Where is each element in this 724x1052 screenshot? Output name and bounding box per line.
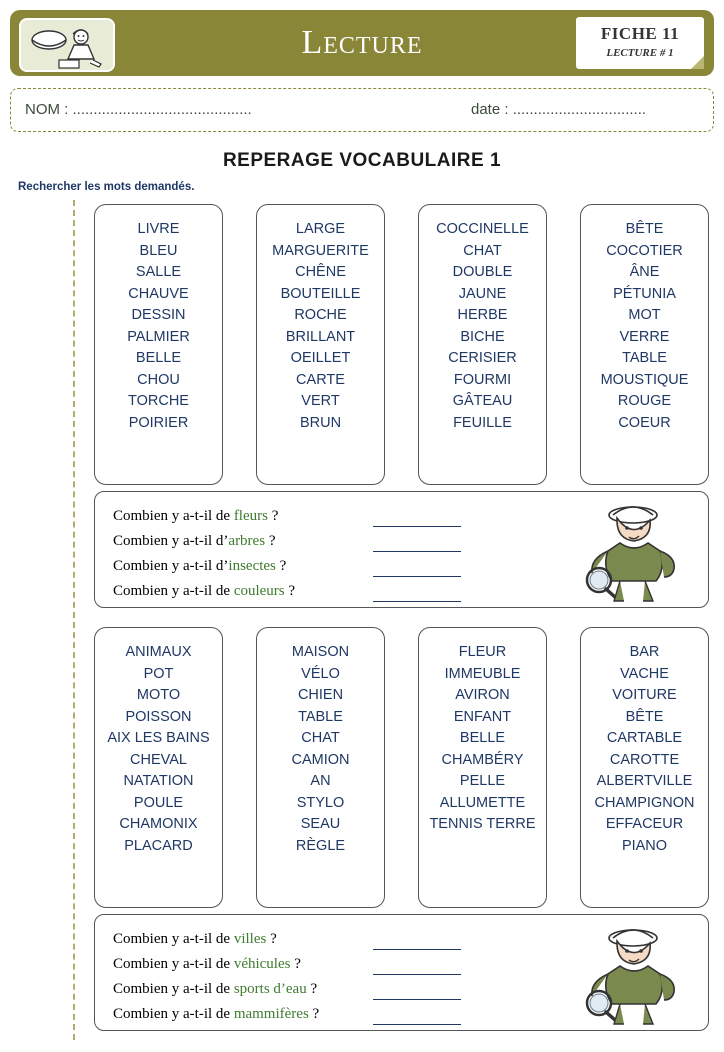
name-field-label[interactable]: NOM : ........................................... — [25, 101, 252, 118]
worksheet-title: REPERAGE VOCABULAIRE 1 — [222, 150, 502, 171]
word-item: VERT — [301, 393, 340, 409]
word-item: TORCHE — [128, 393, 189, 409]
word-item: VOITURE — [612, 687, 677, 703]
word-item: MAISON — [291, 644, 350, 660]
question-keyword: arbres — [228, 533, 266, 549]
word-box — [418, 627, 547, 908]
question-suffix: ? — [267, 508, 279, 524]
word-item: HERBE — [457, 307, 508, 323]
word-item: MARGUERITE — [272, 242, 369, 259]
word-item: PÉTUNIA — [613, 285, 676, 302]
word-item: FLEUR — [458, 644, 507, 660]
question-suffix: ? — [308, 1006, 320, 1022]
word-item: JAUNE — [458, 285, 507, 302]
word-item: CHAUVE — [128, 285, 189, 302]
answer-blank[interactable] — [373, 525, 461, 527]
word-item: MOTO — [136, 687, 181, 703]
word-item: CHAT — [463, 242, 502, 259]
worksheet-instruction: Rechercher les mots demandés. — [18, 181, 195, 193]
question-line — [113, 931, 277, 948]
word-item: MOUSTIQUE — [600, 371, 689, 388]
date-field-label[interactable]: date : ................................ — [471, 101, 647, 118]
word-item: POULE — [133, 794, 184, 811]
fiche-subtitle: LECTURE # 1 — [606, 47, 674, 59]
word-item: CHÊNE — [295, 264, 346, 280]
word-item: RÈGLE — [295, 837, 346, 854]
word-item: BELLE — [459, 730, 506, 746]
word-item: CHAMPIGNON — [594, 794, 695, 811]
word-item: ANIMAUX — [125, 644, 192, 660]
question-line — [113, 956, 301, 973]
question-line — [113, 583, 295, 600]
word-item: DESSIN — [131, 307, 186, 323]
word-item: NATATION — [123, 773, 194, 789]
question-keyword: fleurs — [233, 508, 268, 524]
question-keyword: véhicules — [233, 956, 291, 972]
word-item: DOUBLE — [452, 264, 513, 280]
word-item: CAMION — [291, 751, 350, 768]
word-item: CHAMONIX — [119, 816, 198, 832]
margin-guide-line — [73, 200, 75, 1040]
word-item: AVIRON — [455, 687, 510, 703]
question-suffix: ? — [266, 931, 277, 947]
word-item: GÂTEAU — [452, 393, 513, 409]
question-suffix: ? — [275, 558, 287, 574]
word-item: CAROTTE — [609, 751, 680, 768]
word-item: BAR — [629, 644, 660, 660]
question-prefix: Combien y a-t-il d’ — [113, 533, 229, 549]
word-item: COCOTIER — [606, 242, 683, 259]
word-item: AN — [310, 773, 331, 789]
word-item: BÊTE — [625, 221, 664, 237]
word-box — [256, 627, 385, 908]
word-box — [418, 204, 547, 485]
word-item: SEAU — [300, 816, 341, 832]
word-item: BRILLANT — [285, 328, 356, 345]
word-item: ROCHE — [294, 307, 347, 323]
question-keyword: villes — [233, 931, 267, 947]
fiche-number: FICHE 11 — [600, 24, 680, 43]
word-item: OEILLET — [290, 350, 351, 366]
question-prefix: Combien y a-t-il de — [113, 1006, 234, 1022]
word-item: PIANO — [621, 837, 668, 854]
word-item: CHIEN — [297, 687, 344, 703]
word-item: ALBERTVILLE — [596, 773, 693, 789]
question-prefix: Combien y a-t-il de — [113, 931, 234, 947]
word-item: VÉLO — [301, 665, 340, 682]
answer-blank[interactable] — [373, 600, 461, 602]
word-item: CARTABLE — [606, 730, 683, 746]
word-item: CHOU — [137, 371, 180, 388]
word-item: LIVRE — [137, 221, 180, 237]
word-item: EFFACEUR — [605, 816, 684, 832]
detective-with-magnifier-icon — [575, 498, 695, 603]
word-box — [580, 627, 709, 908]
question-prefix: Combien y a-t-il d’ — [113, 558, 229, 574]
question-suffix: ? — [290, 956, 301, 972]
word-item: STYLO — [296, 794, 345, 811]
word-item: BRUN — [299, 414, 342, 431]
answer-blank[interactable] — [373, 575, 461, 577]
question-keyword: couleurs — [233, 583, 285, 599]
question-keyword: sports d’eau — [233, 981, 307, 997]
word-item: TENNIS TERRE — [429, 816, 536, 832]
fiche-badge — [575, 16, 705, 70]
question-prefix: Combien y a-t-il de — [113, 583, 234, 599]
page-title-lecture: Lecture — [301, 24, 423, 61]
question-line — [113, 558, 286, 575]
answer-blank[interactable] — [373, 973, 461, 975]
question-suffix: ? — [265, 533, 276, 549]
answer-blank[interactable] — [373, 550, 461, 552]
word-item: ALLUMETTE — [439, 794, 526, 811]
word-item: CHEVAL — [130, 751, 187, 768]
question-suffix: ? — [306, 981, 318, 997]
question-line — [113, 508, 278, 525]
fiche-corner-fold — [691, 56, 704, 69]
word-item: POIRIER — [128, 414, 189, 431]
word-item: CERISIER — [448, 350, 517, 366]
word-item: PELLE — [459, 773, 506, 789]
question-suffix: ? — [284, 583, 296, 599]
word-item: ENFANT — [453, 708, 512, 725]
word-item: MOT — [628, 307, 661, 323]
word-item: IMMEUBLE — [444, 665, 521, 682]
word-item: POISSON — [125, 708, 192, 725]
word-item: FEUILLE — [453, 414, 512, 431]
word-item: BELLE — [135, 350, 182, 366]
question-prefix: Combien y a-t-il de — [113, 508, 234, 524]
word-item: TABLE — [622, 350, 667, 366]
word-item: BÊTE — [625, 708, 664, 725]
question-prefix: Combien y a-t-il de — [113, 956, 234, 972]
word-box — [580, 204, 709, 485]
question-keyword: insectes — [228, 558, 276, 574]
word-item: PLACARD — [124, 837, 193, 854]
word-box — [94, 204, 223, 485]
word-item: BLEU — [139, 242, 178, 259]
detective-with-magnifier-icon — [575, 921, 695, 1026]
word-item: TABLE — [298, 708, 343, 725]
word-item: CHAT — [301, 730, 340, 746]
word-item: VERRE — [619, 328, 670, 345]
identity-box — [10, 88, 714, 132]
word-box — [94, 627, 223, 908]
word-item: SALLE — [135, 264, 182, 280]
word-item: AIX LES BAINS — [107, 730, 210, 746]
question-keyword: mammifères — [233, 1006, 309, 1022]
word-item: PALMIER — [127, 328, 190, 345]
answer-blank[interactable] — [373, 998, 461, 1000]
word-item: COEUR — [618, 414, 671, 431]
page-header — [10, 10, 714, 76]
word-item: FOURMI — [453, 371, 512, 388]
answer-blank[interactable] — [373, 948, 461, 950]
word-item: CHAMBÉRY — [441, 751, 524, 768]
question-prefix: Combien y a-t-il de — [113, 981, 234, 997]
question-line — [113, 981, 317, 998]
word-item: VACHE — [620, 665, 669, 682]
word-item: BOUTEILLE — [280, 285, 361, 302]
word-box — [256, 204, 385, 485]
word-item: LARGE — [295, 221, 346, 237]
word-item: POT — [143, 665, 174, 682]
word-item: CARTE — [296, 371, 345, 388]
question-line — [113, 1006, 319, 1023]
word-item: ROUGE — [617, 393, 672, 409]
question-line — [113, 533, 275, 550]
word-item: BICHE — [460, 328, 505, 345]
answer-blank[interactable] — [373, 1023, 461, 1025]
word-item: ÂNE — [629, 264, 660, 280]
word-item: COCCINELLE — [436, 221, 529, 237]
